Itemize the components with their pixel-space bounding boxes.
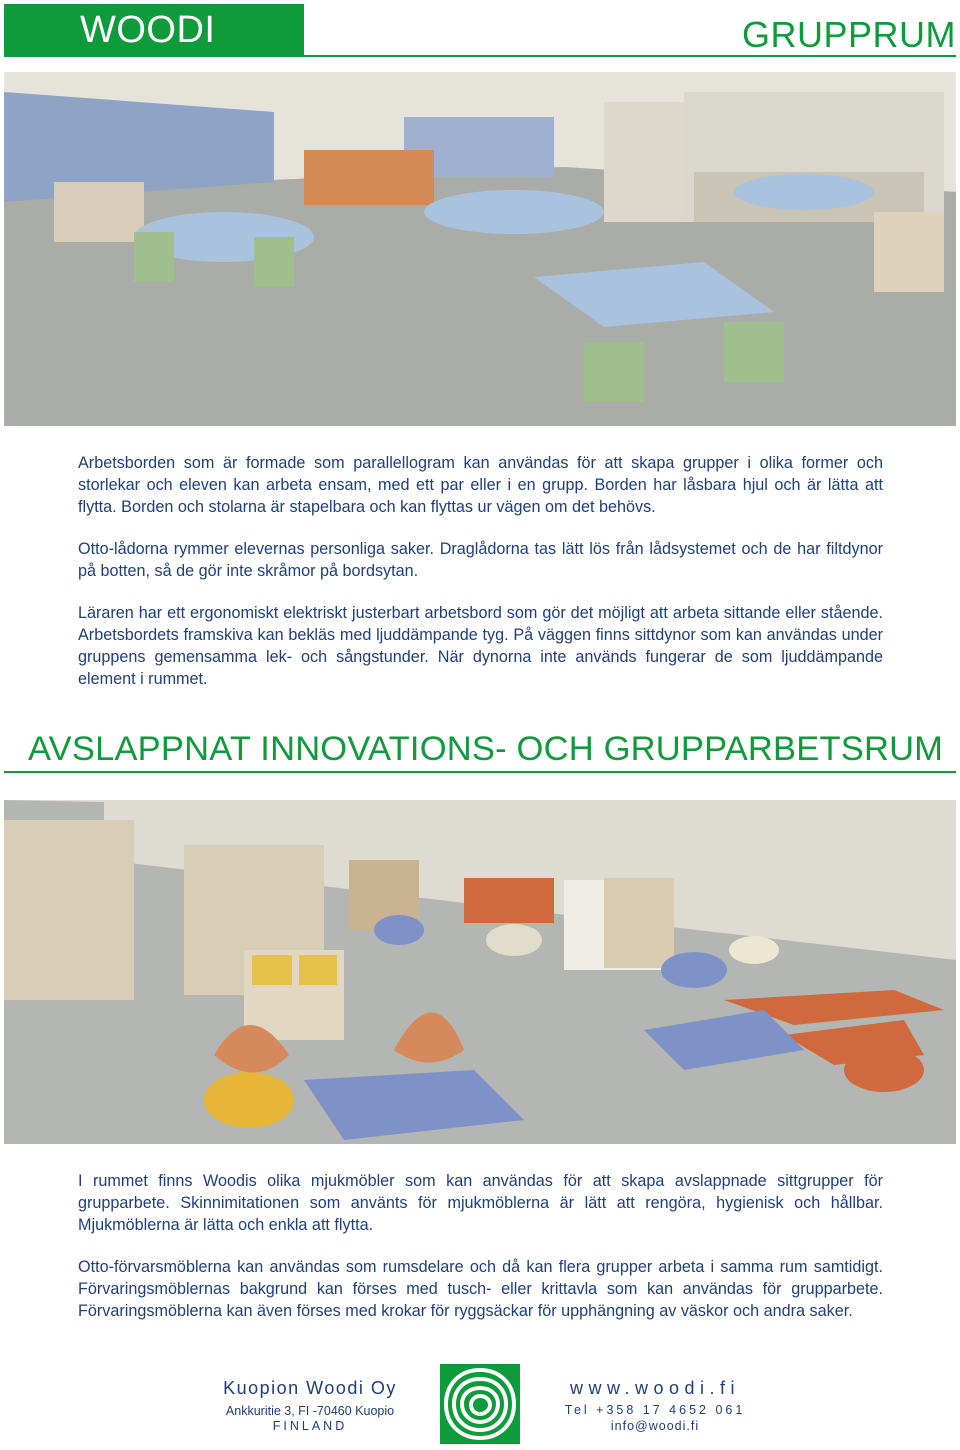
section2-text — [78, 1170, 883, 1342]
company-address: Ankkuritie 3, FI -70460 Kuopio — [225, 1404, 395, 1418]
woodi-tree-ring-logo-icon — [440, 1364, 520, 1444]
section1-text — [78, 452, 883, 710]
section-title: AVSLAPPNAT INNOVATIONS- OCH GRUPPARBETSRUM — [28, 730, 944, 768]
paragraph: Läraren har ett ergonomiskt elektriskt justerbart arbetsbord som gör det möjligt att arbeta sittande eller stående. Arbetsbordets framskiva kan bekläs med ljuddämpande tyg. På väggen finns sittdynor som kan användas under gruppens gemensamma lek- och sångstunder. När dynorna inte används fungerar de som ljuddämpande element i rummet. — [78, 604, 883, 688]
company-info — [200, 1378, 420, 1433]
company-name: Kuopion Woodi Oy — [223, 1378, 397, 1398]
paragraph: Arbetsborden som är formade som parallellogram kan användas för att skapa grupper i olika former och storlekar och eleven kan arbeta ensam, med ett par eller i en grupp. Borden har låsbara hjul och är lätta att flytta. Borden och stolarna är stapelbara och kan flyttas ur vägen om det behövs. — [78, 454, 883, 516]
page-title: GRUPPRUM — [741, 14, 956, 55]
header-divider — [4, 55, 956, 57]
website-link[interactable]: www.woodi.fi — [569, 1378, 741, 1398]
paragraph: Otto-lådorna rymmer elevernas personliga saker. Draglådorna tas lätt lös från lådsystemet och de har filtdynor på botten, så de gör inte skråmor på bordsytan. — [78, 540, 883, 580]
paragraph: I rummet finns Woodis olika mjukmöbler som kan användas för att skapa avslappnade sittgrupper för grupparbete. Skinnimitationen som använts för mjukmöblerna är lätt att rengöra, hygienisk och hållbar. Mjukmöblerna är lätta och enkla att flytta. — [78, 1172, 883, 1234]
phone-number: Tel +358 17 4652 061 — [564, 1403, 746, 1417]
contact-info — [555, 1378, 755, 1433]
brand-logo: WOODI — [4, 4, 304, 56]
email-link[interactable]: info@woodi.fi — [610, 1419, 700, 1433]
classroom-photo — [4, 72, 956, 426]
lounge-photo — [4, 800, 956, 1144]
paragraph: Otto-förvarsmöblerna kan användas som rumsdelare och då kan flera grupper arbeta i samma rum samtidigt. Förvaringsmöblernas bakgrund kan förses med tusch- eller krittavla som kan användas för grupparbete. Förvaringsmöblerna kan även förses med krokar för ryggsäckar för upphängning av väskor och andra saker. — [78, 1258, 883, 1320]
company-country: FINLAND — [272, 1419, 348, 1433]
section-divider — [4, 771, 956, 773]
